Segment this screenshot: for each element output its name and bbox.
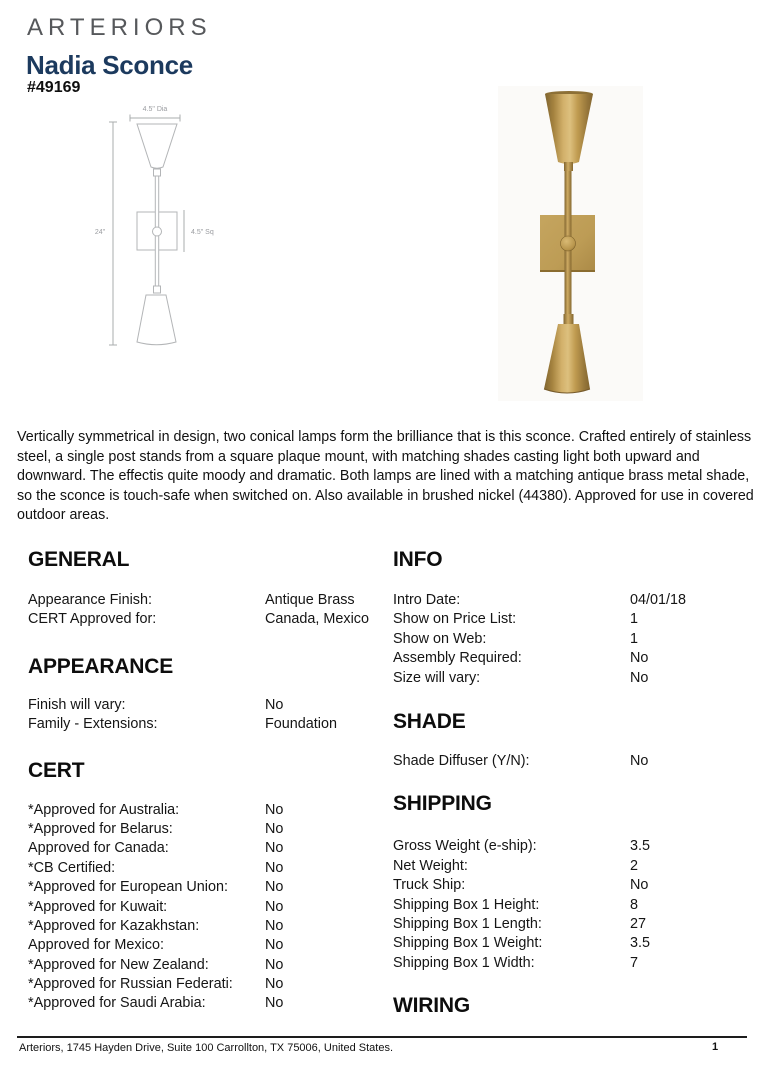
spec-row: [393, 838, 749, 857]
spec-row: [28, 918, 384, 937]
spec-label: *Approved for European Union:: [28, 879, 229, 896]
spec-label: Show on Web:: [393, 630, 487, 647]
spec-label: Intro Date:: [393, 592, 461, 608]
spec-row: [28, 716, 384, 735]
spec-label: Approved for Mexico:: [28, 937, 164, 954]
spec-row: [28, 937, 384, 956]
spec-row: [28, 821, 384, 840]
section-title-wiring: WIRING: [393, 994, 470, 1018]
spec-value: No: [265, 879, 284, 896]
spec-value: No: [630, 650, 649, 667]
section-info: [393, 546, 749, 689]
spec-label: Appearance Finish:: [28, 592, 152, 608]
section-rows: [393, 838, 749, 974]
spec-label: *Approved for Saudi Arabia:: [28, 995, 206, 1012]
spec-column-left: [28, 546, 384, 1015]
spec-row: [28, 995, 384, 1014]
spec-value: No: [265, 917, 284, 934]
spec-label: Net Weight:: [393, 857, 468, 874]
photo-bottom-socket: [564, 314, 574, 324]
section-title-shipping: SHIPPING: [393, 792, 492, 816]
spec-label: Shipping Box 1 Weight:: [393, 935, 543, 952]
product-title: Nadia Sconce: [26, 50, 193, 80]
spec-value: No: [265, 820, 284, 837]
dim-square-label: 4.5" Sq: [191, 229, 214, 236]
section-rows: [28, 697, 384, 736]
spec-value: 27: [630, 915, 647, 932]
spec-row: [393, 935, 749, 954]
section-rows: [28, 592, 384, 631]
spec-row: [28, 976, 384, 995]
spec-label: Shipping Box 1 Height:: [393, 896, 540, 913]
spec-row: [393, 753, 749, 772]
spec-row: [28, 879, 384, 898]
spec-value: Antique Brass: [265, 592, 355, 608]
spec-row: [393, 916, 749, 935]
spec-row: [28, 592, 384, 611]
spec-value: No: [265, 840, 284, 857]
spec-label: *Approved for Kazakhstan:: [28, 917, 200, 934]
section-title-appearance: APPEARANCE: [28, 654, 174, 678]
spec-label: *Approved for Australia:: [28, 801, 180, 818]
dimension-drawing: [88, 98, 308, 353]
footer-address: Arteriors, 1745 Hayden Drive, Suite 100 Carrollton, TX 75006, United States.: [19, 1042, 393, 1054]
spec-value: Foundation: [265, 716, 338, 733]
spec-value: 1: [630, 630, 639, 647]
spec-value: Canada, Mexico: [265, 611, 369, 628]
spec-row: [393, 955, 749, 974]
spec-value: 2: [630, 857, 639, 874]
page-number: 1: [712, 1041, 719, 1053]
spec-value: 8: [630, 896, 639, 913]
section-rows: [393, 753, 749, 772]
spec-label: Assembly Required:: [393, 650, 522, 667]
spec-row: [28, 697, 384, 716]
spec-row: [28, 611, 384, 630]
spec-value: No: [630, 752, 649, 769]
spec-label: *CB Certified:: [28, 859, 116, 876]
spec-label: Shipping Box 1 Width:: [393, 954, 535, 971]
spec-label: Family - Extensions:: [28, 716, 158, 733]
bottom-shade-outline: [137, 295, 176, 345]
spec-label: Show on Price List:: [393, 611, 517, 628]
section-rows: [28, 802, 384, 1015]
spec-label: Shipping Box 1 Length:: [393, 915, 542, 932]
spec-value: No: [265, 976, 284, 993]
spec-value: 3.5: [630, 838, 651, 855]
section-shade: [393, 708, 749, 772]
spec-label: Shade Diffuser (Y/N):: [393, 752, 530, 769]
photo-top-socket: [564, 162, 573, 171]
spec-value: 3.5: [630, 935, 651, 952]
spec-label: Truck Ship:: [393, 877, 466, 894]
spec-value: 1: [630, 611, 639, 628]
spec-row: [28, 957, 384, 976]
spec-row: [393, 631, 749, 650]
spec-label: *Approved for Russian Federati:: [28, 976, 233, 993]
spec-value: 7: [630, 954, 639, 971]
footer-divider: [17, 1036, 747, 1038]
spec-row: [393, 592, 749, 611]
spec-label: Approved for Canada:: [28, 840, 169, 857]
spec-label: Gross Weight (e-ship):: [393, 838, 537, 855]
spec-label: Size will vary:: [393, 669, 481, 686]
product-photo: [498, 86, 643, 401]
spec-row: [28, 802, 384, 821]
dim-diameter-label: 4.5" Dia: [142, 106, 168, 113]
spec-row: [393, 611, 749, 630]
section-wiring: [393, 992, 749, 1020]
section-title-general: GENERAL: [28, 548, 130, 571]
spec-label: *Approved for New Zealand:: [28, 956, 209, 973]
top-shade-outline: [137, 124, 177, 168]
section-shipping: [393, 790, 749, 974]
product-description: Vertically symmetrical in design, two conical lamps form the brilliance that is this sconce. Crafted entirely of stainless steel, a single post stands from a square plaque mount, with matching shades casting light both upward and downward. The effectis quite moody and dramatic. Both lamps are lined with a matching antique brass metal shade, so the sconce is touch-safe when switched on. Also available in brushed nickel (44380). Approved for use in covered outdoor areas.: [17, 429, 754, 523]
knob-outline: [153, 227, 162, 236]
spec-value: 04/01/18: [630, 592, 687, 608]
bottom-socket-outline: [154, 286, 161, 293]
spec-label: CERT Approved for:: [28, 611, 157, 628]
top-socket-outline: [154, 169, 161, 176]
spec-row: [393, 858, 749, 877]
section-general: [28, 546, 384, 631]
photo-knob: [561, 236, 576, 251]
section-title-info: INFO: [393, 548, 443, 571]
section-rows: [393, 592, 749, 689]
spec-value: No: [630, 877, 649, 894]
sconce-outline: [137, 124, 177, 345]
spec-value: No: [265, 859, 284, 876]
spec-row: [393, 670, 749, 689]
spec-value: No: [265, 696, 284, 713]
section-title-cert: CERT: [28, 758, 85, 782]
brand-logo: ARTERIORS: [27, 14, 212, 41]
spec-row: [393, 650, 749, 669]
section-appearance: [28, 653, 384, 736]
spec-row: [393, 877, 749, 896]
spec-label: *Approved for Kuwait:: [28, 898, 168, 915]
spec-label: *Approved for Belarus:: [28, 820, 173, 837]
spec-value: No: [265, 898, 284, 915]
spec-row: [28, 860, 384, 879]
spec-label: Finish will vary:: [28, 696, 126, 713]
spec-value: No: [265, 956, 284, 973]
spec-value: No: [265, 801, 284, 818]
spec-row: [393, 897, 749, 916]
spec-value: No: [265, 937, 284, 954]
section-title-shade: SHADE: [393, 709, 466, 733]
spec-row: [28, 899, 384, 918]
spec-value: No: [630, 669, 649, 686]
spec-column-right: [393, 546, 749, 1020]
product-sku: #49169: [27, 79, 81, 96]
section-cert: [28, 757, 384, 1015]
spec-value: No: [265, 995, 284, 1012]
dim-height-label: 24": [94, 229, 106, 236]
spec-row: [28, 840, 384, 859]
